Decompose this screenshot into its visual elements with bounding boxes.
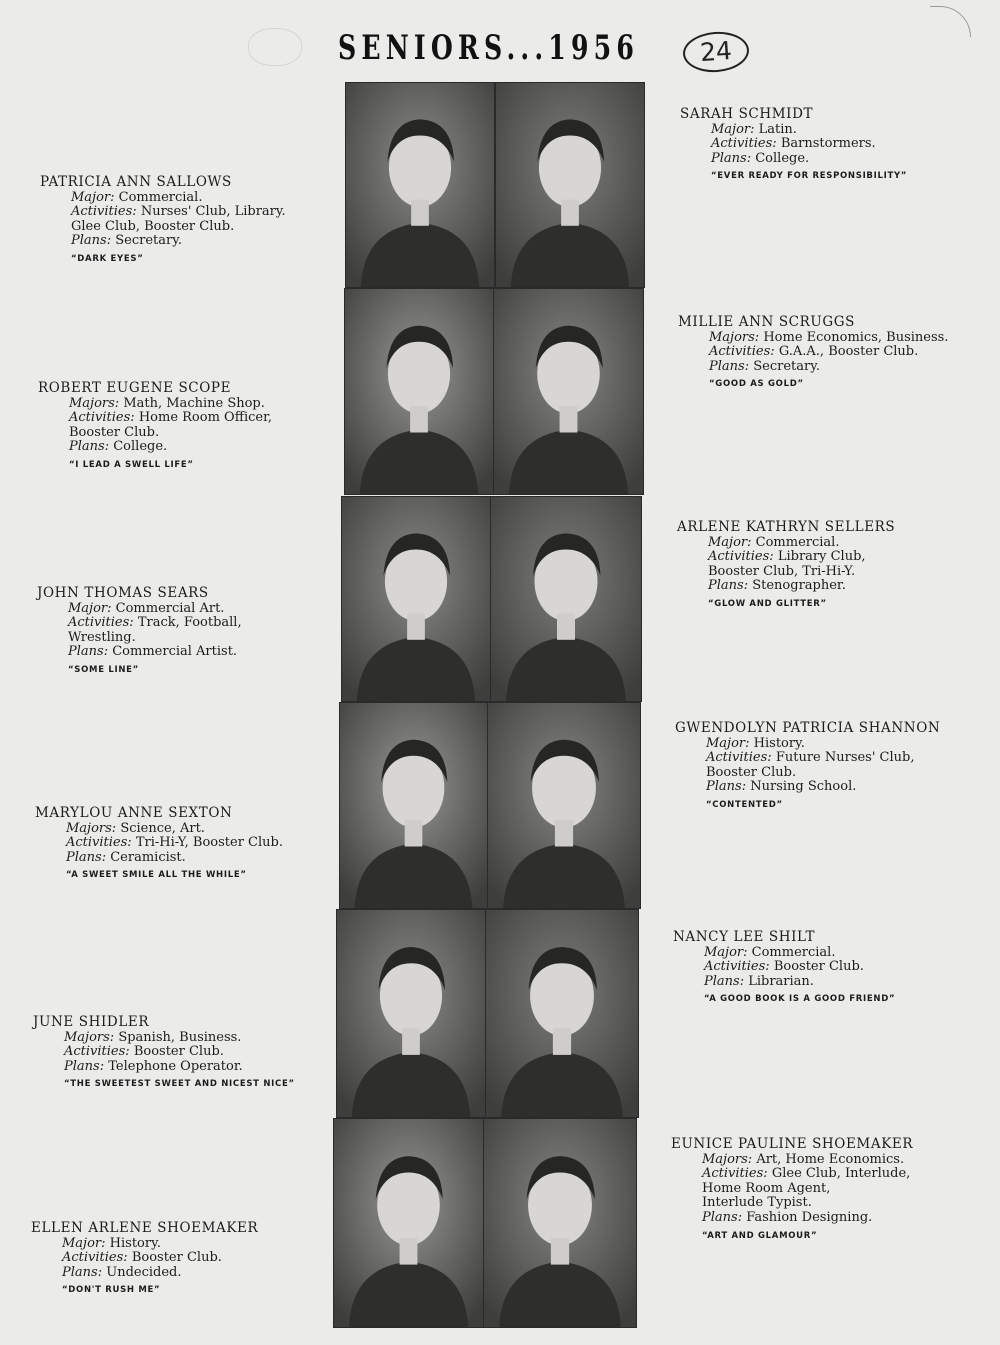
bio-line: [40, 220, 340, 235]
bio-value: Booster Club, Tri-Hi-Y.: [708, 563, 856, 579]
bio-value: Nursing School.: [750, 779, 857, 795]
senior-quote: “I LEAD A SWELL LIFE”: [69, 459, 194, 470]
portrait-photo: [337, 910, 485, 1117]
senior-name: ELLEN ARLENE SHOEMAKER: [31, 1220, 259, 1236]
senior-bio: [35, 806, 335, 883]
bio-line: [677, 536, 977, 551]
bio-label: Plans:: [66, 849, 107, 865]
senior-bio: [677, 520, 977, 612]
senior-name: JUNE SHIDLER: [33, 1014, 150, 1030]
bio-value: Barnstormers.: [780, 136, 876, 152]
bio-value: G.A.A., Booster Club.: [778, 344, 919, 360]
bio-line: [677, 550, 977, 565]
senior-quote: “CONTENTED”: [706, 799, 783, 810]
bio-line: [40, 205, 340, 220]
senior-name: EUNICE PAULINE SHOEMAKER: [671, 1136, 914, 1152]
bio-value: Telephone Operator.: [108, 1058, 243, 1074]
senior-name: MILLIE ANN SCRUGGS: [678, 314, 855, 330]
bio-value: History.: [109, 1235, 161, 1251]
bio-label: Plans:: [69, 439, 110, 455]
senior-bio: [31, 1221, 331, 1298]
bio-value: Glee Club, Booster Club.: [71, 218, 235, 234]
senior-name: MARYLOU ANNE SEXTON: [35, 805, 233, 821]
bio-line: [671, 1182, 971, 1197]
bio-value: Commercial.: [755, 534, 840, 550]
senior-quote: “DON'T RUSH ME”: [62, 1285, 161, 1296]
bio-label: Plans:: [706, 779, 747, 795]
bio-line: [31, 1237, 331, 1252]
bio-value: Secretary.: [753, 358, 820, 374]
portrait-photo: [484, 1119, 636, 1327]
corner-mark: [930, 6, 971, 37]
bio-value: Home Room Officer,: [138, 410, 272, 426]
bio-value: Home Room Agent,: [702, 1180, 831, 1196]
bio-line: [671, 1211, 971, 1226]
senior-bio: [675, 721, 975, 813]
senior-quote: “EVER READY FOR RESPONSIBILITY”: [711, 171, 908, 182]
bio-line: [35, 836, 335, 851]
portrait-photo: [340, 703, 487, 908]
bio-line: [675, 780, 975, 795]
bio-line: [675, 737, 975, 752]
bio-label: Activities:: [68, 615, 134, 631]
bio-line: [33, 1060, 333, 1075]
bio-label: Majors:: [702, 1151, 753, 1167]
bio-label: Activities:: [71, 204, 137, 220]
bio-value: Librarian.: [748, 973, 814, 989]
bio-line: [680, 123, 980, 138]
senior-name: NANCY LEE SHILT: [673, 929, 816, 945]
bio-line: [671, 1153, 971, 1168]
bio-line: [38, 440, 338, 455]
bio-line: [37, 602, 337, 617]
bio-label: Activities:: [66, 835, 132, 851]
bio-line: [37, 631, 337, 646]
senior-bio: [680, 107, 980, 184]
bio-value: Ceramicist.: [110, 849, 186, 865]
bio-value: Booster Club.: [706, 764, 797, 780]
bio-line: [678, 331, 978, 346]
bio-label: Majors:: [66, 820, 117, 836]
bio-label: Majors:: [69, 395, 120, 411]
portrait-photo: [494, 289, 643, 494]
bio-line: [37, 616, 337, 631]
portrait-photo: [342, 497, 490, 701]
bio-value: Commercial Artist.: [112, 644, 238, 660]
bio-value: Booster Club.: [69, 424, 160, 440]
bio-label: Plans:: [704, 973, 745, 989]
bio-label: Activities:: [64, 1044, 130, 1060]
bio-value: Wrestling.: [68, 629, 136, 645]
senior-bio: [37, 586, 337, 678]
bio-line: [33, 1045, 333, 1060]
bio-label: Activities:: [711, 136, 777, 152]
bio-value: Tri-Hi-Y, Booster Club.: [135, 835, 283, 851]
bio-line: [35, 851, 335, 866]
bio-label: Major:: [708, 534, 752, 550]
bio-label: Major:: [704, 944, 748, 960]
bio-line: [40, 234, 340, 249]
bio-label: Activities:: [709, 344, 775, 360]
bio-label: Plans:: [64, 1058, 105, 1074]
senior-bio: [671, 1137, 971, 1243]
bio-label: Plans:: [71, 233, 112, 249]
bio-line: [671, 1196, 971, 1211]
bio-label: Plans:: [62, 1264, 103, 1280]
bio-value: Commercial Art.: [115, 600, 225, 616]
bio-value: College.: [755, 150, 810, 166]
bio-line: [675, 766, 975, 781]
senior-name: PATRICIA ANN SALLOWS: [40, 174, 232, 190]
bio-value: Science, Art.: [120, 820, 205, 836]
bio-value: Latin.: [758, 121, 797, 137]
bio-label: Major:: [71, 189, 115, 205]
bio-line: [671, 1167, 971, 1182]
portrait-photo: [486, 910, 638, 1117]
bio-line: [38, 426, 338, 441]
bio-value: Glee Club, Interlude,: [771, 1166, 911, 1182]
portrait-photo: [346, 83, 494, 287]
portrait-photo: [488, 703, 640, 908]
pencil-mark: [248, 28, 302, 66]
bio-value: Art, Home Economics.: [756, 1151, 905, 1167]
page-title: SENIORS...1956: [338, 28, 640, 68]
senior-quote: “DARK EYES”: [71, 253, 144, 264]
portrait-photo: [334, 1119, 483, 1327]
senior-quote: “SOME LINE”: [68, 664, 139, 675]
senior-quote: “ART AND GLAMOUR”: [702, 1230, 818, 1241]
portrait-photo: [496, 83, 644, 287]
bio-line: [673, 975, 973, 990]
bio-value: Library Club,: [777, 549, 866, 565]
senior-quote: “GLOW AND GLITTER”: [708, 598, 827, 609]
bio-label: Major:: [711, 121, 755, 137]
bio-line: [680, 137, 980, 152]
bio-label: Activities:: [704, 959, 770, 975]
bio-line: [31, 1251, 331, 1266]
bio-value: Booster Club.: [773, 959, 864, 975]
bio-value: Commercial.: [751, 944, 836, 960]
bio-value: Fashion Designing.: [746, 1209, 873, 1225]
bio-line: [37, 645, 337, 660]
bio-label: Plans:: [709, 358, 750, 374]
bio-label: Plans:: [708, 578, 749, 594]
senior-name: SARAH SCHMIDT: [680, 106, 814, 122]
bio-label: Major:: [68, 600, 112, 616]
bio-line: [33, 1031, 333, 1046]
bio-label: Plans:: [711, 150, 752, 166]
senior-bio: [40, 175, 340, 267]
page-number: 24: [682, 30, 751, 75]
bio-line: [675, 751, 975, 766]
bio-value: History.: [753, 735, 805, 751]
bio-label: Majors:: [709, 329, 760, 345]
portrait-photo: [345, 289, 493, 494]
bio-value: Interlude Typist.: [702, 1195, 812, 1211]
senior-name: ARLENE KATHRYN SELLERS: [677, 519, 896, 535]
senior-bio: [33, 1015, 333, 1092]
bio-label: Majors:: [64, 1029, 115, 1045]
bio-line: [678, 360, 978, 375]
senior-name: GWENDOLYN PATRICIA SHANNON: [675, 720, 941, 736]
senior-quote: “GOOD AS GOLD”: [709, 379, 804, 390]
bio-line: [673, 960, 973, 975]
bio-label: Activities:: [69, 410, 135, 426]
bio-label: Major:: [62, 1235, 106, 1251]
senior-bio: [678, 315, 978, 392]
bio-line: [673, 946, 973, 961]
senior-quote: “THE SWEETEST SWEET AND NICEST NICE”: [64, 1079, 295, 1090]
senior-name: ROBERT EUGENE SCOPE: [38, 380, 232, 396]
bio-value: Nurses' Club, Library.: [140, 204, 286, 220]
bio-line: [38, 411, 338, 426]
bio-label: Plans:: [68, 644, 109, 660]
bio-value: Undecided.: [106, 1264, 182, 1280]
portrait-photo: [491, 497, 641, 701]
bio-value: Booster Club.: [131, 1250, 222, 1266]
senior-bio: [38, 381, 338, 473]
bio-value: Secretary.: [115, 233, 182, 249]
bio-line: [677, 579, 977, 594]
bio-line: [678, 345, 978, 360]
bio-line: [31, 1266, 331, 1281]
bio-value: Future Nurses' Club,: [775, 750, 915, 766]
bio-value: Stenographer.: [752, 578, 846, 594]
bio-label: Major:: [706, 735, 750, 751]
bio-line: [38, 397, 338, 412]
senior-quote: “A GOOD BOOK IS A GOOD FRIEND”: [704, 994, 896, 1005]
bio-value: Home Economics, Business.: [763, 329, 949, 345]
bio-line: [40, 191, 340, 206]
bio-value: Track, Football,: [137, 615, 242, 631]
senior-bio: [673, 930, 973, 1007]
bio-value: Spanish, Business.: [118, 1029, 242, 1045]
senior-quote: “A SWEET SMILE ALL THE WHILE”: [66, 870, 247, 881]
bio-label: Plans:: [702, 1209, 743, 1225]
bio-line: [680, 152, 980, 167]
bio-value: Booster Club.: [133, 1044, 224, 1060]
bio-line: [677, 565, 977, 580]
bio-label: Activities:: [708, 549, 774, 565]
senior-name: JOHN THOMAS SEARS: [37, 585, 209, 601]
bio-line: [35, 822, 335, 837]
bio-label: Activities:: [702, 1166, 768, 1182]
bio-value: Math, Machine Shop.: [123, 395, 265, 411]
bio-value: College.: [113, 439, 168, 455]
bio-value: Commercial.: [118, 189, 203, 205]
bio-label: Activities:: [706, 750, 772, 766]
bio-label: Activities:: [62, 1250, 128, 1266]
